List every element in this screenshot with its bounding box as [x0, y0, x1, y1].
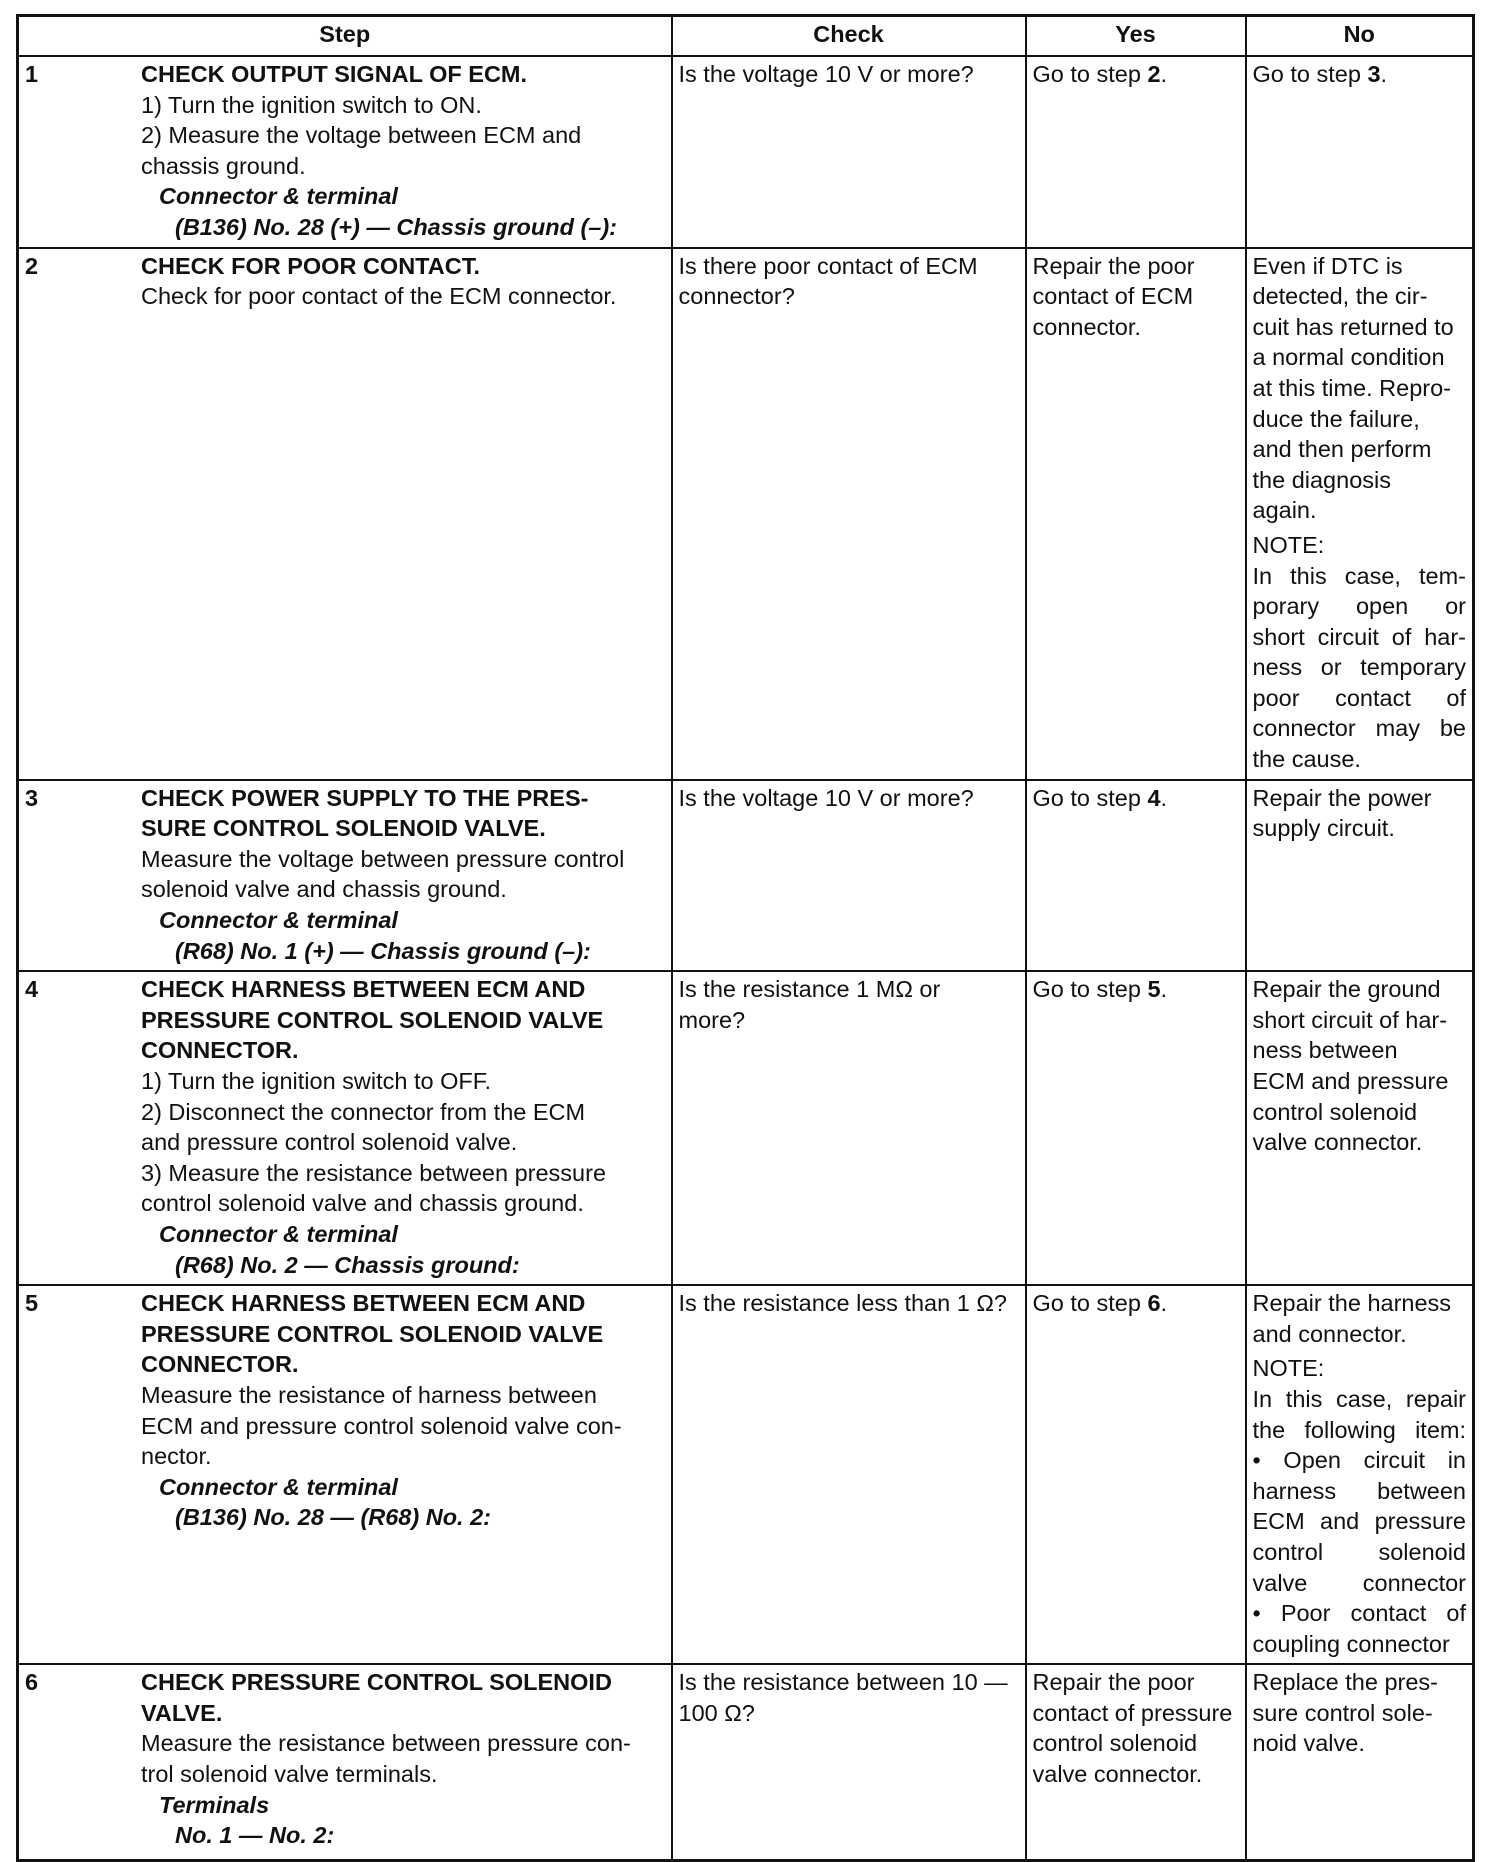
check-question: Is the voltage 10 V or more?	[678, 784, 974, 811]
step-instruction: ECM and pressure control solenoid valve con-	[141, 1412, 622, 1439]
note-text: ness or temporary	[1252, 654, 1466, 681]
connector-label: Terminals	[159, 1791, 270, 1818]
goto-prefix: Go to step	[1032, 61, 1148, 87]
step-cell	[18, 56, 672, 248]
check-question: 100 Ω?	[678, 1699, 755, 1726]
step-title: SURE CONTROL SOLENOID VALVE.	[141, 815, 546, 842]
check-question: Is the resistance less than 1 Ω?	[678, 1290, 1007, 1317]
no-action: ECM and pressure	[1252, 1068, 1449, 1094]
no-action: a normal condition	[1252, 344, 1445, 371]
no-action: control solenoid	[1252, 1098, 1418, 1125]
goto-step-number: 4	[1147, 784, 1161, 811]
table-row	[18, 56, 1474, 248]
goto-step-number: 3	[1367, 61, 1381, 87]
check-question: Is the resistance 1 MΩ or	[678, 976, 941, 1003]
table-row	[18, 971, 1474, 1285]
goto-step: Go to step 3.	[1252, 61, 1388, 87]
note-text: In this case, tem-	[1252, 562, 1466, 589]
header-row	[18, 16, 1474, 57]
connector-terminal: No. 1 — No. 2:	[175, 1822, 335, 1849]
connector-terminal: (R68) No. 2 — Chassis ground:	[175, 1251, 520, 1278]
connector-terminal: (R68) No. 1 (+) — Chassis ground (–):	[175, 937, 591, 964]
no-cell	[1246, 780, 1474, 972]
no-action: duce the failure,	[1252, 405, 1420, 432]
yes-cell	[1026, 971, 1246, 1285]
no-action: Repair the harness	[1252, 1290, 1452, 1317]
no-action: ness between	[1252, 1037, 1398, 1064]
no-action: Replace the pres-	[1252, 1669, 1438, 1696]
table-row	[18, 1664, 1474, 1860]
step-title: VALVE.	[141, 1699, 223, 1726]
yes-action: contact of pressure	[1032, 1699, 1233, 1726]
no-action: Repair the power	[1252, 784, 1432, 811]
connector-label: Connector & terminal	[159, 1473, 398, 1500]
note-text: ECM and pressure	[1252, 1508, 1466, 1535]
note-text: short circuit of har-	[1252, 623, 1466, 650]
step-title: CHECK FOR POOR CONTACT.	[141, 252, 481, 279]
step-title: PRESSURE CONTROL SOLENOID VALVE	[141, 1320, 604, 1347]
connector-label: Connector & terminal	[159, 1220, 398, 1247]
yes-action: connector.	[1032, 313, 1141, 340]
note-text: coupling connector	[1252, 1630, 1450, 1657]
step-instruction: Measure the resistance of harness between	[141, 1381, 597, 1408]
step-instruction: chassis ground.	[141, 152, 306, 179]
step-title: CONNECTOR.	[141, 1037, 299, 1064]
step-body	[141, 783, 665, 967]
no-action: detected, the cir-	[1252, 283, 1428, 310]
step-title: CHECK POWER SUPPLY TO THE PRES-	[141, 784, 589, 811]
table-row	[18, 248, 1474, 780]
no-action: cuit has returned to	[1252, 313, 1454, 340]
yes-cell	[1026, 780, 1246, 972]
step-number: 2	[25, 252, 39, 279]
step-cell	[18, 971, 672, 1285]
yes-cell	[1026, 1285, 1246, 1664]
step-instruction: nector.	[141, 1443, 212, 1470]
connector-terminal: (B136) No. 28 (+) — Chassis ground (–):	[175, 213, 618, 240]
no-cell	[1246, 971, 1474, 1285]
step-title: CHECK PRESSURE CONTROL SOLENOID	[141, 1669, 612, 1696]
goto-step: Go to step 5.	[1032, 976, 1168, 1003]
step-instruction: Measure the resistance between pressure con-	[141, 1730, 631, 1757]
step-title: CHECK OUTPUT SIGNAL OF ECM.	[141, 61, 528, 87]
goto-step-number: 5	[1147, 976, 1161, 1003]
yes-cell	[1026, 248, 1246, 780]
step-cell	[18, 1664, 672, 1860]
goto-step-number: 6	[1147, 1290, 1161, 1317]
goto-step-number: 2	[1147, 61, 1161, 87]
step-instruction: 2) Disconnect the connector from the ECM	[141, 1098, 586, 1125]
note-text: poor contact of	[1252, 684, 1466, 711]
goto-step: Go to step 6.	[1032, 1290, 1168, 1317]
step-instruction: trol solenoid valve terminals.	[141, 1761, 438, 1788]
check-cell	[672, 1285, 1026, 1664]
check-cell	[672, 248, 1026, 780]
note-text: valve connector	[1252, 1569, 1466, 1596]
step-cell	[18, 780, 672, 972]
step-body	[141, 1288, 665, 1533]
header-check: Check	[672, 16, 1026, 57]
no-action: and connector.	[1252, 1320, 1407, 1347]
step-instruction: 2) Measure the voltage between ECM and	[141, 122, 582, 149]
step-title: PRESSURE CONTROL SOLENOID VALVE	[141, 1006, 604, 1033]
step-instruction: 1) Turn the ignition switch to OFF.	[141, 1068, 492, 1094]
note-text: connector may be	[1252, 715, 1466, 742]
goto-step: Go to step 4.	[1032, 784, 1168, 811]
diagnostic-table	[16, 14, 1475, 1862]
step-title: CHECK HARNESS BETWEEN ECM AND	[141, 1290, 586, 1317]
step-body	[141, 59, 665, 243]
no-action: the diagnosis	[1252, 466, 1391, 493]
step-cell	[18, 248, 672, 780]
connector-label: Connector & terminal	[159, 907, 398, 934]
connector-label: Connector & terminal	[159, 183, 398, 210]
no-action: Even if DTC is	[1252, 252, 1403, 279]
step-number: 4	[25, 976, 39, 1003]
yes-action: control solenoid	[1032, 1730, 1198, 1757]
no-action: noid valve.	[1252, 1730, 1365, 1757]
note-text: • Open circuit in	[1252, 1447, 1466, 1474]
check-question: Is the resistance between 10 —	[678, 1669, 1008, 1696]
note-text: porary open or	[1252, 593, 1466, 620]
yes-action: contact of ECM	[1032, 283, 1194, 310]
goto-prefix: Go to step	[1032, 1290, 1148, 1317]
note-text: • Poor contact of	[1252, 1600, 1466, 1627]
header-step: Step	[18, 16, 672, 57]
step-cell	[18, 1285, 672, 1664]
no-action: at this time. Repro-	[1252, 374, 1452, 401]
step-instruction: and pressure control solenoid valve.	[141, 1129, 518, 1156]
yes-cell	[1026, 56, 1246, 248]
check-question: Is there poor contact of ECM	[678, 252, 978, 279]
no-action: short circuit of har-	[1252, 1006, 1448, 1033]
no-action: valve connector.	[1252, 1129, 1423, 1156]
step-title: CONNECTOR.	[141, 1351, 299, 1378]
step-instruction: solenoid valve and chassis ground.	[141, 876, 507, 903]
step-instruction: 3) Measure the resistance between pressure	[141, 1159, 607, 1186]
step-body	[141, 974, 665, 1280]
goto-prefix: Go to step	[1032, 976, 1148, 1003]
note-label: NOTE:	[1252, 1355, 1325, 1382]
step-body	[141, 1667, 665, 1851]
note-text: the cause.	[1252, 746, 1361, 773]
goto-prefix: Go to step	[1032, 784, 1148, 811]
note-text: control solenoid	[1252, 1538, 1466, 1565]
no-action: again.	[1252, 497, 1317, 524]
header-no: No	[1246, 16, 1474, 57]
no-cell	[1246, 1285, 1474, 1664]
table-row	[18, 1285, 1474, 1664]
note-text: harness between	[1252, 1477, 1466, 1504]
no-action: supply circuit.	[1252, 815, 1395, 842]
step-number: 3	[25, 784, 39, 811]
step-number: 6	[25, 1669, 39, 1696]
step-instruction: Check for poor contact of the ECM connector.	[141, 283, 617, 310]
step-number: 1	[25, 61, 39, 87]
no-action: Repair the ground	[1252, 976, 1441, 1003]
connector-terminal: (B136) No. 28 — (R68) No. 2:	[175, 1504, 492, 1531]
note-label: NOTE:	[1252, 531, 1325, 558]
goto-step: Go to step 2.	[1032, 61, 1168, 87]
table-row	[18, 780, 1474, 972]
no-cell	[1246, 1664, 1474, 1860]
no-cell	[1246, 56, 1474, 248]
check-cell	[672, 971, 1026, 1285]
check-cell	[672, 56, 1026, 248]
check-cell	[672, 780, 1026, 972]
yes-action: valve connector.	[1032, 1761, 1203, 1788]
step-instruction: Measure the voltage between pressure control	[141, 845, 625, 872]
header-yes: Yes	[1026, 16, 1246, 57]
step-title: CHECK HARNESS BETWEEN ECM AND	[141, 976, 586, 1003]
no-action: sure control sole-	[1252, 1699, 1433, 1726]
note-text: In this case, repair	[1252, 1385, 1466, 1412]
yes-action: Repair the poor	[1032, 252, 1195, 279]
no-cell	[1246, 248, 1474, 780]
check-cell	[672, 1664, 1026, 1860]
check-question: Is the voltage 10 V or more?	[678, 61, 974, 87]
note-text: the following item:	[1252, 1416, 1466, 1443]
no-action: and then perform	[1252, 436, 1432, 463]
step-body	[141, 251, 665, 312]
step-instruction: control solenoid valve and chassis ground.	[141, 1190, 584, 1217]
check-question: more?	[678, 1006, 746, 1033]
yes-cell	[1026, 1664, 1246, 1860]
check-question: connector?	[678, 283, 795, 310]
goto-prefix: Go to step	[1252, 61, 1368, 87]
yes-action: Repair the poor	[1032, 1669, 1195, 1696]
step-instruction: 1) Turn the ignition switch to ON.	[141, 91, 482, 118]
step-number: 5	[25, 1290, 39, 1317]
